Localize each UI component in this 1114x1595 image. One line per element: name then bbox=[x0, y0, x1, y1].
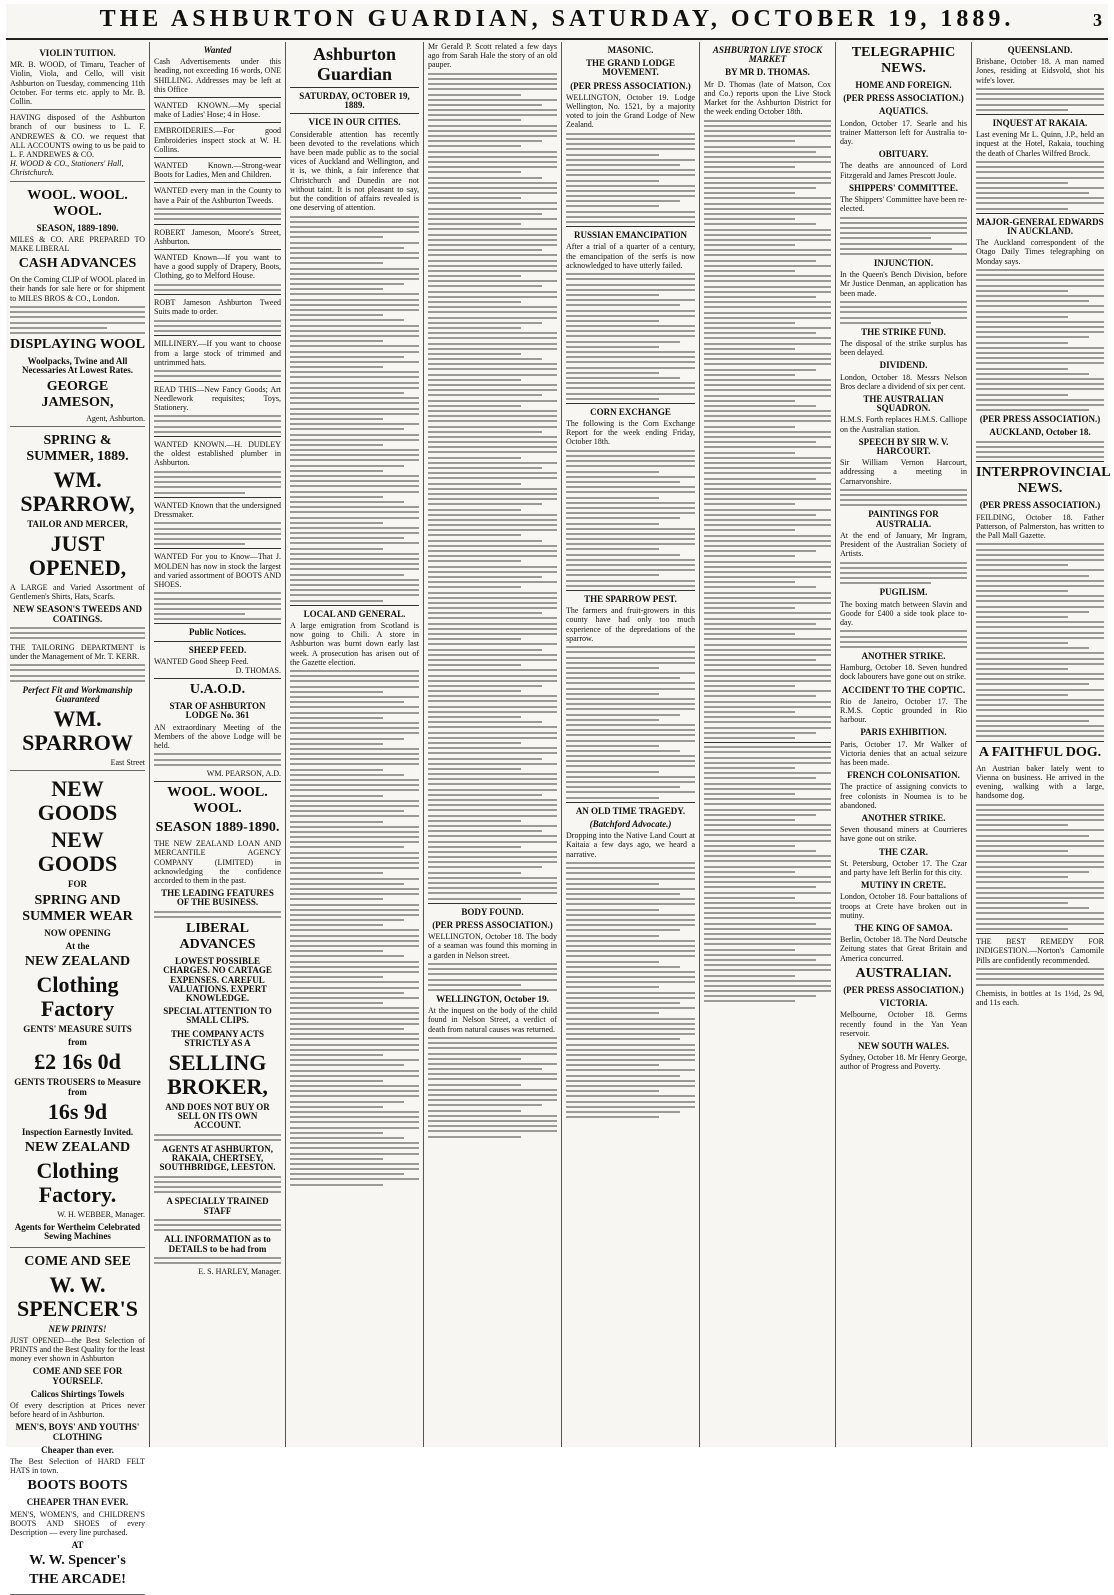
new-goods-2: NEW GOODS bbox=[37, 827, 118, 877]
faithful-dog-heading: A FAITHFUL DOG. bbox=[978, 744, 1102, 760]
wool-heading: WOOL. WOOL. WOOL. bbox=[27, 187, 128, 219]
inquest-text: Last evening Mr L. Quinn, J.P., held an inquest at the Hotel, Rakaia, touching the death of Charles Wilfred Brock. bbox=[976, 130, 1104, 158]
telegraphic-heading: TELEGRAPHIC NEWS. bbox=[851, 45, 956, 76]
shippers-text: The Shippers' Committee have been re-elected. bbox=[840, 195, 967, 214]
spencer-ad bbox=[10, 1248, 145, 1595]
live-stock-heading: ASHBURTON LIVE STOCK MARKET bbox=[712, 45, 823, 65]
east-street: East Street bbox=[110, 758, 145, 768]
price-suits: £2 16s 0d bbox=[34, 1049, 121, 1075]
body-text-lines bbox=[10, 306, 145, 334]
czar-text: St. Petersburg, October 17. The Czar and party have left Berlin for this city. bbox=[840, 858, 967, 878]
masthead-title: THE ASHBURTON GUARDIAN, SATURDAY, OCTOBER 19, 1889. bbox=[99, 6, 1015, 32]
edwards-text: The Auckland correspondent of the Otago Daily Times telegraphing on Monday says. bbox=[976, 238, 1104, 266]
body-text-lines bbox=[154, 753, 281, 765]
vice-text: Considerable attention has recently been devoted to the revelations which have been made public as to the social vices of Auckland and Wellington, and it is, we think, a fair inference that Christchurch and Dunedin are not without taint. It is not pleasant to say, but the condition of affairs revealed is one deserving of attention. bbox=[290, 129, 419, 213]
body-text-lines bbox=[428, 1037, 557, 1138]
does-not-buy: AND DOES NOT BUY OR SELL ON ITS OWN ACCOUNT. bbox=[165, 1102, 270, 1131]
squadron-heading: THE AUSTRALIAN SQUADRON. bbox=[863, 393, 944, 414]
interprovincial-text: FEILDING, October 18. Father Patterson, of Palmerston, has written to the Pall Mall Gazette. bbox=[976, 512, 1104, 541]
paris-text: Paris, October 17. Mr Walker of Victoria denies that an actual seizure has been made. bbox=[840, 739, 967, 768]
dr-text: Mr Gerald P. Scott related a few days ago from Sarah Hale the story of an old pauper. bbox=[428, 42, 557, 70]
body-text-lines bbox=[290, 216, 419, 602]
column-6 bbox=[700, 42, 836, 1447]
trained-staff: A SPECIALLY TRAINED STAFF bbox=[166, 1196, 269, 1216]
dividend-heading: DIVIDEND. bbox=[879, 360, 928, 371]
felt-hats: The Best Selection of HARD FELT HATS in town. bbox=[10, 1456, 145, 1476]
cash-advances: CASH ADVANCES bbox=[18, 256, 137, 272]
cheaper-than-ever: Cheaper than ever. bbox=[41, 1444, 114, 1455]
body-text-lines bbox=[154, 320, 281, 332]
now-opening: NOW OPENING bbox=[44, 927, 111, 938]
season-heading-2: SEASON 1889-1890. bbox=[155, 820, 280, 836]
another-strike-2-heading: ANOTHER STRIKE. bbox=[861, 813, 946, 824]
another-strike-2-text: Seven thousand miners at Courrieres have gone out on strike. bbox=[840, 825, 967, 844]
wanted-ad-7: ROBT Jameson Ashburton Tweed Suits made to order. bbox=[154, 298, 281, 317]
violin-text: MR. B. WOOD, of Timaru, Teacher of Violin, Viola, and Cello, will visit Ashburton on Tuesday, commencing 11th October. For terms etc. apply to Mr. B. Collin. bbox=[10, 60, 145, 107]
body-text-lines bbox=[154, 284, 281, 291]
tailoring-text: THE TAILORING DEPARTMENT is under the Management of Mr. T. KERR. bbox=[10, 642, 145, 661]
masthead bbox=[6, 4, 1108, 40]
corn-text: The following is the Corn Exchange Report for the week ending Friday, October 18th. bbox=[566, 419, 695, 447]
edwards-date: AUCKLAND, October 18. bbox=[989, 427, 1091, 438]
gents-suits: GENTS' MEASURE SUITS bbox=[23, 1023, 132, 1034]
the-arcade: THE ARCADE! bbox=[29, 1572, 126, 1588]
body-text-lines bbox=[976, 269, 1104, 411]
paris-heading: PARIS EXHIBITION. bbox=[860, 727, 947, 738]
spring-heading: SPRING & SUMMER, 1889. bbox=[26, 432, 129, 464]
lodge: STAR OF ASHBURTON LODGE No. 361 bbox=[169, 701, 266, 721]
russian-text: After a trial of a quarter of a century, the emancipation of the serfs is now acknowledged to have utterly failed. bbox=[566, 242, 695, 270]
injunction-heading: INJUNCTION. bbox=[873, 257, 934, 268]
body-text-lines bbox=[154, 370, 281, 377]
just-opened: JUST OPENED, bbox=[28, 530, 127, 580]
at-the: At the bbox=[65, 940, 90, 951]
lowest-charges: LOWEST POSSIBLE CHARGES. NO CARTAGE EXPENSES. CAREFUL VALUATIONS. EXPERT KNOWLEDGE. bbox=[163, 956, 272, 1004]
czar-heading: THE CZAR. bbox=[878, 846, 928, 857]
notice-sign: H. WOOD & CO., Stationers' Hall, Christchurch. bbox=[10, 159, 124, 178]
speech-heading: SPEECH BY SIR W. V. HARCOURT. bbox=[858, 436, 949, 456]
newspaper-page bbox=[6, 4, 1111, 1588]
perfect-fit: Perfect Fit and Workmanship Guaranteed bbox=[22, 684, 133, 704]
grand-lodge: THE GRAND LODGE MOVEMENT. bbox=[585, 58, 675, 78]
agents-list: AGENTS AT ASHBURTON, RAKAIA, CHERTSEY, SOUTHBRIDGE, LEESTON. bbox=[159, 1144, 276, 1173]
guardian-masthead: Ashburton Guardian bbox=[312, 44, 397, 84]
column-3 bbox=[286, 42, 424, 1447]
from-label: from bbox=[68, 1037, 87, 1048]
new-prints: NEW PRINTS! bbox=[48, 1323, 107, 1334]
price-trousers: 16s 9d bbox=[47, 1098, 108, 1124]
wanted-ad-4: WANTED every man in the County to have a Pair of the Ashburton Tweeds. bbox=[154, 186, 281, 205]
sparrow-pest-heading: THE SPARROW PEST. bbox=[584, 593, 677, 604]
come-self: COME AND SEE FOR YOURSELF. bbox=[32, 1366, 123, 1386]
nsw-heading: NEW SOUTH WALES. bbox=[858, 1040, 949, 1051]
body-text-lines bbox=[10, 627, 145, 639]
body-text-lines bbox=[154, 1219, 281, 1231]
body-text-lines bbox=[976, 968, 1104, 986]
body-text-lines bbox=[566, 133, 695, 223]
grand-text: WELLINGTON, October 19. Lodge Wellington, No. 1521, by a majority voted to join the Grand Lodge of New Zealand. bbox=[566, 92, 695, 130]
queensland-text: Brisbane, October 18. A man named Jones, residing at Eidsvold, shot his wife's lover. bbox=[976, 57, 1104, 85]
wanted-ad-1: WANTED KNOWN.—My special make of Ladies' Hose; 4 in Hose. bbox=[154, 101, 281, 120]
body-text-lines bbox=[290, 670, 419, 1186]
corn-heading: CORN EXCHANGE bbox=[590, 406, 671, 417]
live-stock-continued bbox=[704, 746, 831, 1002]
french-text: The practice of assigning convicts to free colonists in Noumea is to be abandoned. bbox=[840, 782, 967, 810]
home-foreign: HOME AND FOREIGN. bbox=[855, 80, 952, 90]
public-notices: Public Notices. bbox=[189, 627, 246, 638]
body-text-lines bbox=[976, 161, 1104, 210]
boots-ad: WANTED For you to Know—That J. MOLDEN has now in stock the largest and varied assortment of BOOTS AND SHOES. bbox=[154, 552, 281, 589]
body-text-lines bbox=[840, 562, 967, 585]
old-time-text: Dropping into the Native Land Court at Kaitaia a few days ago, we heard a narrative. bbox=[566, 831, 695, 859]
read-this-ad: READ THIS—New Fancy Goods; Art Needlework requisites; Toys, Stationery. bbox=[154, 384, 281, 412]
coptic-text: Rio de Janeiro, October 17. The R.M.S. Coptic grounded in Rio harbour. bbox=[840, 696, 967, 725]
shippers-heading: SHIPPERS' COMMITTEE. bbox=[848, 182, 958, 193]
interprovincial-heading: INTERPROVINCIAL NEWS. bbox=[976, 465, 1111, 497]
live-stock-text: Mr D. Thomas (late of Matson, Cox and Co.) reports upon the Live Stock Market for the Ashburton District for the week ending October 18th. bbox=[704, 79, 831, 117]
old-time-sub: (Batchford Advocate.) bbox=[589, 818, 672, 829]
body-text-lines bbox=[154, 592, 281, 620]
spencer-name: W. W. SPENCER'S bbox=[16, 1271, 139, 1321]
vice-heading: VICE IN OUR CITIES. bbox=[308, 117, 401, 128]
grand-press: (PER PRESS ASSOCIATION.) bbox=[570, 80, 691, 91]
wanted-ad-5: ROBERT Jameson, Moore's Street, Ashburton. bbox=[154, 227, 281, 246]
body-text-lines bbox=[566, 273, 695, 400]
queensland-heading: QUEENSLAND. bbox=[1007, 45, 1073, 55]
sheep-text: WANTED Good Sheep Feed. bbox=[154, 656, 249, 666]
nz-label-2: NEW ZEALAND bbox=[24, 1139, 131, 1155]
sewing-agents: Agents for Wertheim Celebrated Sewing Machines bbox=[14, 1222, 141, 1242]
paintings-text: At the end of January, Mr Ingram, President of the Australian Society of Artists. bbox=[840, 530, 967, 559]
at-label: AT bbox=[71, 1540, 84, 1551]
body-text-lines bbox=[154, 1176, 281, 1194]
body-text-lines bbox=[154, 522, 281, 545]
paintings-heading: PAINTINGS FOR AUSTRALIA. bbox=[868, 509, 939, 529]
calicos: Calicos Shirtings Towels bbox=[30, 1388, 125, 1399]
new-goods-1: NEW GOODS bbox=[37, 776, 118, 826]
violin-ad bbox=[10, 42, 145, 110]
samoa-heading: THE KING OF SAMOA. bbox=[854, 923, 953, 934]
body-text-lines bbox=[428, 963, 557, 991]
body-text-lines bbox=[154, 1134, 281, 1141]
remedy-bottom: Chemists, in bottles at 1s 1½d, 2s 9d, and 11s each. bbox=[976, 988, 1104, 1007]
coptic-heading: ACCIDENT TO THE COPTIC. bbox=[841, 684, 966, 695]
body-text-lines bbox=[976, 88, 1104, 111]
dividend-text: London, October 18. Messrs Nelson Bros declare a dividend of six per cent. bbox=[840, 372, 967, 391]
interprovincial-press: (PER PRESS ASSOCIATION.) bbox=[979, 500, 1101, 511]
column-7 bbox=[836, 42, 972, 1447]
clothing-factory-2: Clothing Factory. bbox=[36, 1157, 119, 1207]
local-text: A large emigration from Scotland is now going to Chili. A store in Ashburton was burnt down early last week. A prosecution has arisen out of the Gazette election. bbox=[290, 620, 419, 667]
wool-heading-2: WOOL. WOOL. WOOL. bbox=[167, 785, 268, 817]
inquest-heading: INQUEST AT RAKAIA. bbox=[992, 117, 1088, 128]
wanted-ad-3: WANTED Known.—Strong-wear Boots for Ladies, Men and Children. bbox=[154, 161, 281, 180]
column-2 bbox=[150, 42, 286, 1447]
victoria-text: Melbourne, October 18. Germs recently found in the Yan Yean reservoir. bbox=[840, 1010, 967, 1038]
gents-trousers: GENTS TROUSERS to Measure from bbox=[14, 1077, 141, 1097]
selling-broker: SELLING BROKER, bbox=[167, 1050, 268, 1100]
wanted-ad-2: EMBROIDERIES.—For good Embroideries inspect stock at W. H. Collins. bbox=[154, 126, 281, 154]
nz-label: NEW ZEALAND bbox=[24, 953, 131, 969]
agent-role: Agent, Ashburton. bbox=[86, 413, 145, 423]
victoria-heading: VICTORIA. bbox=[879, 998, 928, 1009]
body-text-lines bbox=[154, 911, 281, 918]
special-attention: SPECIAL ATTENTION TO SMALL CLIPS. bbox=[163, 1006, 272, 1026]
wellington-text: At the inquest on the body of the child found in Nelson Street, a verdict of death from natural causes was returned. bbox=[428, 1006, 557, 1034]
plumber-ad: WANTED KNOWN.—H. DUDLEY the oldest established plumber in Ashburton. bbox=[154, 440, 281, 468]
wellington-date: WELLINGTON, October 19. bbox=[436, 993, 549, 1004]
sparrow-name: WM. SPARROW, bbox=[20, 466, 135, 516]
aquatics-heading: AQUATICS. bbox=[878, 106, 929, 117]
home-press: (PER PRESS ASSOCIATION.) bbox=[843, 93, 964, 104]
wool-ad bbox=[10, 182, 145, 427]
miles-text: MILES & CO. ARE PREPARED TO MAKE LIBERAL bbox=[10, 234, 145, 254]
every-description: Of every description at Prices never before heard of in Ashburton. bbox=[10, 1400, 145, 1420]
season-text: THE NEW ZEALAND LOAN AND MERCANTILE AGENCY COMPANY (LIMITED) in acknowledging the confidence accorded to them in the past. bbox=[154, 839, 281, 886]
uaod: U.A.O.D. bbox=[189, 682, 246, 698]
body-text-lines bbox=[840, 301, 967, 324]
body-text-lines bbox=[976, 804, 1104, 931]
masonic-heading: MASONIC. bbox=[607, 45, 654, 55]
strike-fund-text: The disposal of the strike surplus has been delayed. bbox=[840, 338, 967, 358]
for-label: FOR bbox=[68, 879, 87, 890]
australian-press: (PER PRESS ASSOCIATION.) bbox=[843, 984, 964, 995]
sparrow-sub: TAILOR AND MERCER, bbox=[27, 518, 128, 529]
edwards-press: (PER PRESS ASSOCIATION.) bbox=[979, 414, 1101, 425]
body-found-heading: BODY FOUND. bbox=[461, 906, 524, 917]
local-heading: LOCAL AND GENERAL. bbox=[303, 608, 406, 619]
cash-text: On the Coming CLIP of WOOL placed in their hands for sale here or for shipment to MILES BROS & CO., London. bbox=[10, 275, 145, 303]
dressmaker-ad: WANTED Known that the undersigned Dressmaker. bbox=[154, 500, 281, 519]
nsw-text: Sydney, October 18. Mr Henry George, author of Progress and Poverty. bbox=[840, 1053, 967, 1072]
column-8 bbox=[972, 42, 1111, 1447]
cheaper-2: CHEAPER THAN EVER. bbox=[26, 1497, 129, 1508]
edwards-heading: MAJOR-GENERAL EDWARDS IN AUCKLAND. bbox=[976, 216, 1104, 237]
live-stock-by: BY MR D. THOMAS. bbox=[725, 67, 810, 78]
company-acts: THE COMPANY ACTS STRICTLY AS A bbox=[170, 1028, 264, 1048]
notice-ad bbox=[10, 110, 145, 181]
page-number: 3 bbox=[1093, 10, 1102, 30]
wanted-ad-6: WANTED Known—If you want to have a good supply of Drapery, Boots, Clothing, go to Melford House. bbox=[154, 253, 281, 281]
body-text-lines bbox=[154, 415, 281, 433]
lodge-text: AN extraordinary Meeting of the Members of the above Lodge will be held. bbox=[154, 722, 281, 751]
body-text-lines bbox=[840, 630, 967, 648]
faithful-dog-text: An Austrian baker lately went to Vienna on business. He arrived in the evening, walking with a large, handsome dog. bbox=[976, 763, 1104, 801]
clothing-factory: Clothing Factory bbox=[36, 971, 119, 1021]
column-4 bbox=[424, 42, 562, 1447]
speech-text: Sir William Vernon Harcourt, addressing a meeting in Carnarvonshire. bbox=[840, 458, 967, 486]
prints-text: JUST OPENED—the Best Selection of PRINTS and the Best Quality for the least money ever shown in Ashburton bbox=[10, 1335, 145, 1364]
old-time-heading: AN OLD TIME TRAGEDY. bbox=[575, 805, 686, 816]
spencers-2: W. W. Spencer's bbox=[29, 1553, 126, 1569]
pugilism-heading: PUGILISM. bbox=[879, 587, 928, 598]
clothing-ad bbox=[10, 771, 145, 1247]
body-text-lines bbox=[704, 120, 831, 739]
violin-heading: VIOLIN TUITION. bbox=[39, 48, 116, 58]
lodge-sign: WM. PEARSON, A.D. bbox=[206, 769, 281, 779]
liberal-advances: LIBERAL ADVANCES bbox=[179, 921, 256, 953]
displaying-wool: DISPLAYING WOOL bbox=[10, 337, 145, 353]
tweeds: NEW SEASON'S TWEEDS AND COATINGS. bbox=[13, 604, 142, 624]
squadron-text: H.M.S. Forth replaces H.M.S. Calliope on the Australian station. bbox=[840, 415, 967, 434]
australian-heading: AUSTRALIAN. bbox=[855, 965, 952, 981]
leading-features: THE LEADING FEATURES OF THE BUSINESS. bbox=[161, 888, 274, 908]
body-text-lines bbox=[154, 208, 281, 220]
body-text-lines bbox=[154, 471, 281, 494]
strike-fund-heading: THE STRIKE FUND. bbox=[861, 326, 946, 337]
body-text-lines bbox=[428, 73, 557, 900]
pugilism-text: The boxing match between Slavin and Goode for £400 a side took place to-day. bbox=[840, 599, 967, 628]
boots-text: MEN'S, WOMEN'S, and CHILDREN'S BOOTS AND SHOES of every Description — every line purchased. bbox=[10, 1509, 145, 1537]
sparrow-ad bbox=[10, 427, 145, 772]
come-and-see: COME AND SEE bbox=[24, 1253, 131, 1269]
body-text-lines bbox=[154, 1257, 281, 1264]
another-strike-text: Hamburg, October 18. Seven hundred dock labourers have gone out on strike. bbox=[840, 663, 967, 682]
injunction-text: In the Queen's Bench Division, before Mr Justice Denman, an application has been made. bbox=[840, 270, 967, 298]
sheep-feed: SHEEP FEED. bbox=[188, 644, 247, 655]
obituary-heading: OBITUARY. bbox=[878, 149, 929, 160]
column-5 bbox=[562, 42, 700, 1447]
remedy-text: THE BEST REMEDY FOR INDIGESTION.—Norton's Camomile Pills are confidently recommended. bbox=[976, 937, 1104, 965]
body-text: WELLINGTON, October 18. The body of a seaman was found this morning in a garden in Nelson street. bbox=[428, 932, 557, 960]
boots-heading: BOOTS BOOTS bbox=[27, 1478, 128, 1494]
aquatics-text: London, October 17. Searle and his trainer Matterson left for Australia to-day. bbox=[840, 118, 967, 147]
body-text-lines bbox=[976, 441, 1104, 459]
sheep-sign: D. THOMAS. bbox=[235, 666, 281, 676]
obituary-text: The deaths are announced of Lord Fitzgerald and James Prescott Joule. bbox=[840, 161, 967, 180]
wanted-heading: Wanted bbox=[203, 45, 232, 55]
wanted-text: Cash Advertisements under this heading, not exceeding 16 words, ONE SHILLING. Addresses may be left at this Office bbox=[154, 57, 281, 94]
notice-text: HAVING disposed of the Ashburton branch of our business to L. F. ANDREWES & CO. we request that ALL ACCOUNTS owing to us be paid to L. F. ANDREWES & CO. bbox=[10, 113, 145, 160]
russian-heading: RUSSIAN EMANCIPATION bbox=[574, 230, 687, 241]
all-information: ALL INFORMATION as to DETAILS to be had from bbox=[164, 1234, 271, 1254]
mens-clothing: MEN'S, BOYS' AND YOUTHS' CLOTHING bbox=[15, 1422, 140, 1442]
body-text-lines bbox=[840, 217, 967, 255]
displaying-sub: Woolpacks, Twine and All Necessaries At Lowest Rates. bbox=[22, 356, 133, 376]
manager-sign: E. S. HARLEY, Manager. bbox=[198, 1267, 281, 1277]
french-heading: FRENCH COLONISATION. bbox=[847, 770, 960, 781]
body-text-lines bbox=[10, 664, 145, 682]
millinery-ad: MILLINERY.—If you want to choose from a large stock of trimmed and untrimmed hats. bbox=[154, 339, 281, 367]
body-text-lines bbox=[566, 862, 695, 1118]
body-text-lines bbox=[566, 450, 695, 587]
mutiny-heading: MUTINY IN CRETE. bbox=[861, 880, 946, 891]
body-text-lines bbox=[704, 746, 831, 1002]
editorial-date: SATURDAY, OCTOBER 19, 1889. bbox=[299, 91, 410, 111]
inspection: Inspection Earnestly Invited. bbox=[21, 1126, 134, 1137]
samoa-text: Berlin, October 18. The Nord Deutsche Zeitung states that Great Britain and America concurred. bbox=[840, 935, 967, 963]
another-strike-heading: ANOTHER STRIKE. bbox=[861, 651, 946, 661]
agent-name: GEORGE JAMESON, bbox=[41, 378, 114, 410]
sparrow-pest-text: The farmers and fruit-growers in this county have had only too much experience of the depredations of the sparrow. bbox=[566, 606, 695, 643]
body-text-lines bbox=[840, 489, 967, 507]
body-text-lines bbox=[566, 646, 695, 798]
mutiny-text: London, October 18. Four battalions of troops at Crete have broken out in mutiny. bbox=[840, 892, 967, 920]
body-press: (PER PRESS ASSOCIATION.) bbox=[432, 920, 553, 930]
large-variety: A LARGE and Varied Assortment of Gentlemen's Shirts, Hats, Scarfs. bbox=[10, 582, 145, 602]
sparrow-name-2: WM. SPARROW bbox=[22, 706, 133, 756]
wool-season: SEASON, 1889-1890. bbox=[36, 222, 119, 233]
body-text-lines bbox=[976, 543, 1104, 737]
spring-summer: SPRING AND SUMMER WEAR bbox=[22, 892, 133, 924]
column-1 bbox=[6, 42, 150, 1588]
webber-manager: W. H. WEBBER, Manager. bbox=[57, 1209, 145, 1219]
